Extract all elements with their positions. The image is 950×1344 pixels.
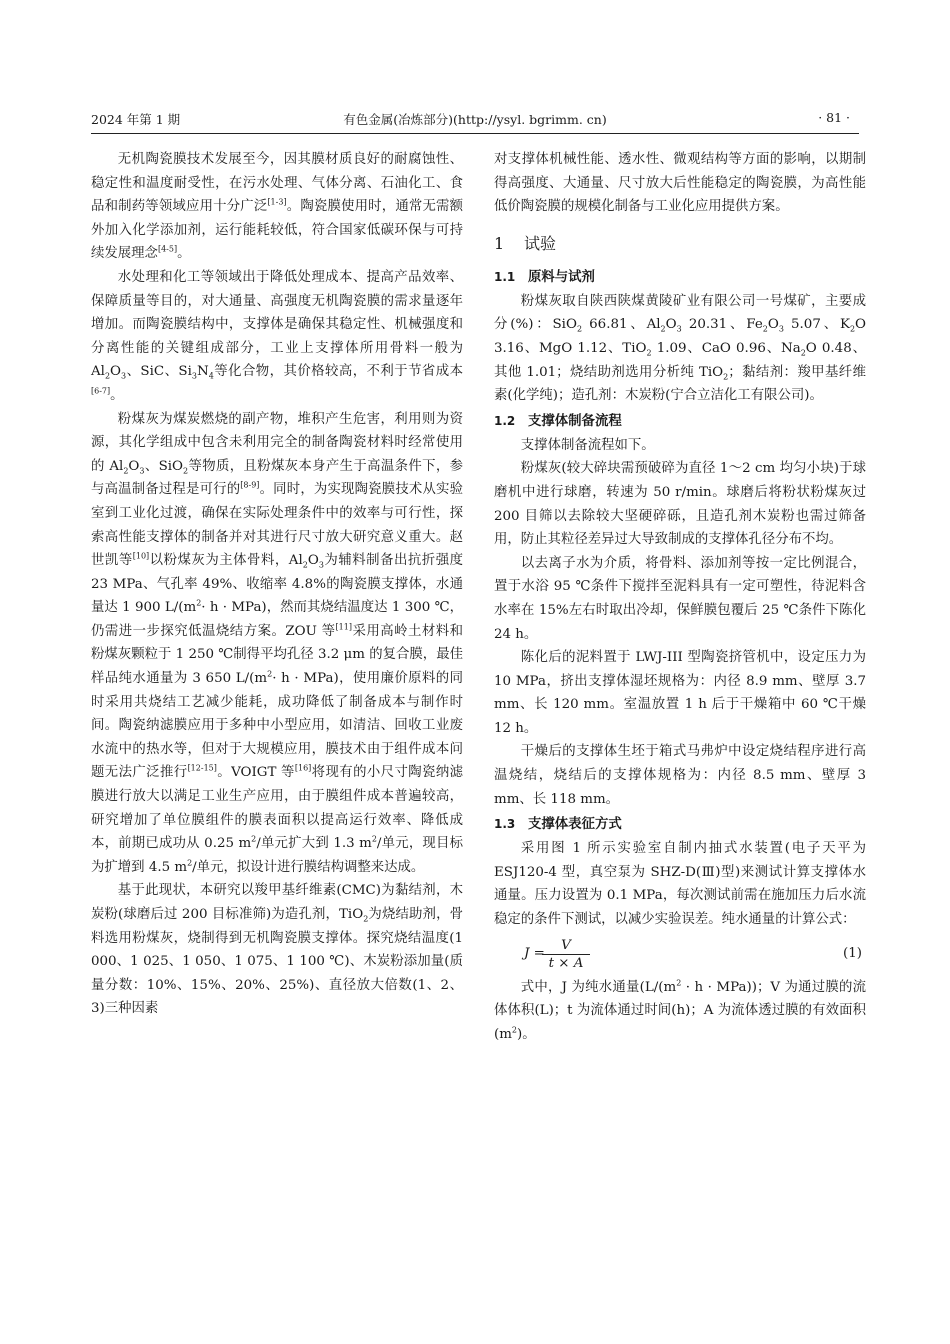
- process-paragraph-2: 粉煤灰(较大碎块需预破碎为直径 1～2 cm 均匀小块)于球磨机中进行球磨，转速为 50 r/min。球磨后将粉状粉煤灰过 200 目筛以去除较大坚硬碎砾，且造孔剂木炭粉也需过筛备用，防止其粒径差异过大导致制成的支撑体孔径分布不均。: [494, 461, 866, 548]
- right-column: [494, 148, 866, 1046]
- left-column: [91, 148, 463, 1021]
- intro-paragraph-2: 水处理和化工等领域出于降低处理成本、提高产品效率、保障质量等目的，对大通量、高强度无机陶瓷膜的需求量逐年增加。而陶瓷膜结构中，支撑体是确保其稳定性、机械强度和分离性能的关键组成部分，工业上支撑体所用骨料一般为 $Al_2O_3$、SiC、$Si_3N_4$等化合物，其价格较高，不利于节省成本[6-7]。: [91, 269, 463, 403]
- intro-paragraph-4-continued: 对支撑体机械性能、透水性、微观结构等方面的影响，以期制得高强度、大通量、尺寸放大后性能稳定的陶瓷膜，为高性能低价陶瓷膜的规模化制备与工业化应用提供方案。: [494, 152, 866, 215]
- process-paragraph-3: 以去离子水为介质，将骨料、添加剂等按一定比例混合，置于水浴 95 ℃条件下搅拌至泥料具有一定可塑性，待泥料含水率在 15%左右时取出冷却，保鲜膜包覆后 25 ℃条件下陈化 24 h。: [494, 555, 866, 642]
- process-paragraph-1: 支撑体制备流程如下。: [520, 437, 655, 453]
- subsection-1-2-heading: 1.2 支撑体制备流程: [494, 412, 622, 429]
- intro-paragraph-3: 粉煤灰为煤炭燃烧的副产物，堆积产生危害，利用则为资源，其化学组成中包含未利用完全的制备陶瓷材料时经常使用的 $Al_2O_3$、SiO$_2$等物质，且粉煤灰本身产生于高温条件下，参与高温制备过程是可行的[8-9]。同时，为实现陶瓷膜技术从实验室到工业化过渡，确保在实际处理条件中的效率与可行性，探索高性能支撑体的制备并对其进行尺寸放大研究意义重大。赵世凯等[10]以粉煤灰为主体骨料，$Al_2O_3$为辅料制备出抗折强度 23 MPa、气孔率 49%、收缩率 4.8%的陶瓷膜支撑体，水通量达 1 900 $L/(m^2\cdot h \cdot MPa)$，然而其烧结温度达 1 300 ℃，仍需进一步探究低温烧结方案。ZOU 等[11]采用高岭土材料和粉煤灰颗粒于 1 250 ℃制得平均孔径 3.2 μm 的复合膜，最佳样品纯水通量为 3 650 $L/(m^2\cdot h \cdot MPa)$，使用廉价原料的同时采用共烧结工艺减少能耗，成功降低了制备成本与制作时间。陶瓷纳滤膜应用于多种中小型应用，如清洁、回收工业废水流中的热水等，但对于大规模应用，膜技术由于组件成本问题无法广泛推行[12-15]。VOIGT 等[16]将现有的小尺寸陶瓷纳滤膜进行放大以满足工业生产应用，由于膜组件成本普遍较高，研究增加了单位膜组件的膜表面积以提高运行效率、降低成本，前期已成功从 0.25 $m^2/$单元扩大到 1.3 $m^2/$单元，现目标为扩增到 4.5 $m^2/$单元，拟设计进行膜结构调整来达成。: [91, 411, 464, 875]
- subsection-1-1-heading: 1.1 原料与试剂: [494, 268, 595, 285]
- characterization-paragraph: 采用图 1 所示实验室自制内抽式水装置(电子天平为 ESJ120-4 型，真空泵为 SHZ-D(Ⅲ)型)来测试计算支撑体水通量。压力设置为 0.1 MPa，每次测试前需在施加压力后水流稳定的条件下测试，以减少实验误差。纯水通量的计算公式：: [494, 841, 866, 928]
- equation-number: (1): [843, 945, 862, 961]
- materials-paragraph: 粉煤灰取自陕西陕煤黄陵矿业有限公司一号煤矿，主要成分(%)：SiO$_2$ 66.81、$Al_2O_3$ 20.31、$Fe_2O_3$ 5.07、$K_2O$ 3.16、MgO 1.12、TiO$_2$ 1.09、CaO 0.96、$Na_2O$ 0.48、其他 1.01；烧结助剂选用分析纯 TiO$_2$；黏结剂：羧甲基纤维素(化学纯)；造孔剂：木炭粉(宁合立洁化工有限公司)。: [494, 293, 867, 404]
- subsection-1-3-heading: 1.3 支撑体表征方式: [494, 816, 622, 833]
- process-paragraph-5: 干燥后的支撑体生坯于箱式马弗炉中设定烧结程序进行高温烧结，烧结后的支撑体规格为：内径 8.5 mm、壁厚 3 mm、长 118 mm。: [494, 744, 866, 807]
- equation-definitions: 式中，J 为纯水通量$(L/(m^2 \cdot h \cdot MPa))$；V 为通过膜的流体体积(L)；t 为流体通过时间(h)；A 为流体透过膜的有效面积$(m^2)$。: [494, 978, 866, 1042]
- equation-denominator: t × A: [548, 955, 584, 971]
- header-page-number: · 81 ·: [818, 110, 850, 125]
- header-issue: 2024 年第 1 期: [91, 112, 181, 127]
- equation-fraction: [542, 938, 590, 972]
- intro-paragraph-1: 无机陶瓷膜技术发展至今，因其膜材质良好的耐腐蚀性、稳定性和温度耐受性，在污水处理、气体分离、石油化工、食品和制药等领域应用十分广泛[1-3]。陶瓷膜使用时，通常无需额外加入化学添加剂，运行能耗较低，符合国家低碳环保与可持续发展理念[4-5]。: [91, 152, 463, 262]
- equation-numerator: V: [542, 938, 590, 955]
- intro-paragraph-4: 基于此现状，本研究以羧甲基纤维素(CMC)为黏结剂，木炭粉(球磨后过 200 目标准筛)为造孔剂，TiO$_2$为烧结助剂，骨料选用粉煤灰，烧制得到无机陶瓷膜支撑体。探究烧结温度(1 000、1 025、1 050、1 075、1 100 ℃)、木炭粉添加量(质量分数：10%、15%、20%、25%)、直径放大倍数(1、2、3)三种因素: [91, 883, 463, 1017]
- header-journal: 有色金属(冶炼部分)(http://ysyl. bgrimm. cn): [343, 112, 607, 127]
- process-paragraph-4: 陈化后的泥料置于 LWJ-III 型陶瓷挤管机中，设定压力为 10 MPa，挤出支撑体湿坯规格为：内径 8.9 mm、壁厚 3.7 mm、长 120 mm。室温放置 1 h 后于干燥箱中 60 ℃干燥 12 h。: [494, 650, 866, 736]
- header-rule: [91, 133, 859, 134]
- section-1-heading: 1 试验: [494, 233, 557, 253]
- flux-equation: [494, 938, 866, 972]
- equation-lhs: J =: [524, 945, 545, 961]
